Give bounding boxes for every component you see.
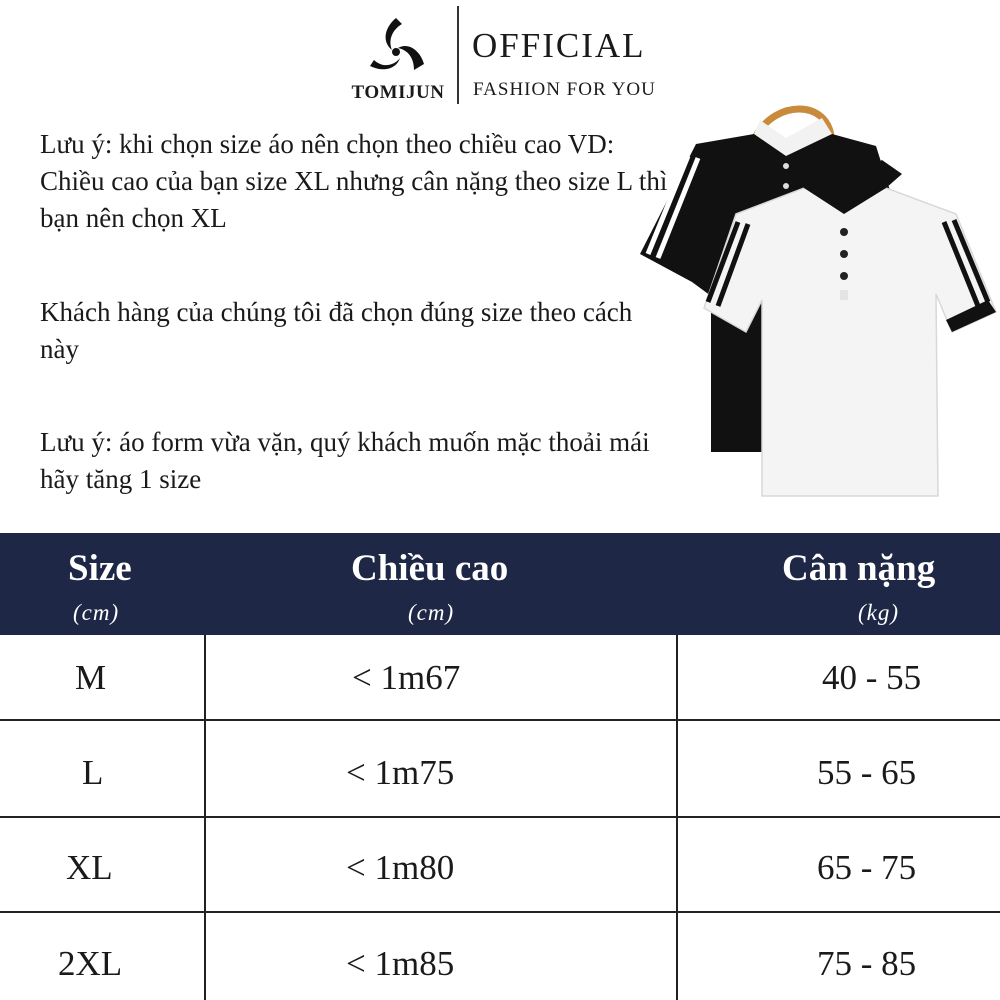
cell-size: 2XL	[58, 944, 123, 983]
header-divider	[457, 6, 459, 104]
cell-size: M	[75, 658, 107, 697]
header-weight: Cân nặng	[782, 548, 936, 589]
header-height-unit: (cm)	[408, 600, 455, 625]
table-row-divider	[0, 816, 1000, 818]
header-weight-unit: (kg)	[858, 600, 900, 625]
size-note-height: Lưu ý: khi chọn size áo nên chọn theo chiều cao VD: Chiều cao của bạn size XL nhưng cân nặng theo size L thì bạn nên chọn XL	[40, 129, 668, 233]
official-label: OFFICIAL	[472, 26, 646, 65]
brand-name: TOMIJUN	[351, 82, 445, 103]
header-size-unit: (cm)	[73, 600, 120, 625]
header-height: Chiều cao	[351, 548, 509, 589]
polo-shirts-image	[636, 96, 998, 500]
cell-weight: 55 - 65	[817, 753, 917, 792]
brand-logo-icon	[362, 14, 430, 82]
size-note-fit: Lưu ý: áo form vừa vặn, quý khách muốn mặc thoải mái hãy tăng 1 size	[40, 427, 650, 494]
size-note-customers: Khách hàng của chúng tôi đã chọn đúng size theo cách này	[40, 297, 633, 364]
cell-height: < 1m67	[352, 658, 461, 697]
cell-weight: 65 - 75	[817, 848, 917, 887]
header-size: Size	[68, 548, 132, 589]
table-row-divider	[0, 911, 1000, 913]
cell-height: < 1m85	[346, 944, 455, 983]
table-row-divider	[0, 719, 1000, 721]
cell-weight: 75 - 85	[817, 944, 917, 983]
cell-weight: 40 - 55	[822, 658, 922, 697]
cell-height: < 1m80	[346, 848, 455, 887]
cell-size: XL	[66, 848, 113, 887]
size-table-header	[0, 533, 1000, 635]
brand-tagline: FASHION FOR YOU	[473, 79, 656, 100]
cell-height: < 1m75	[346, 753, 455, 792]
cell-size: L	[82, 753, 104, 792]
